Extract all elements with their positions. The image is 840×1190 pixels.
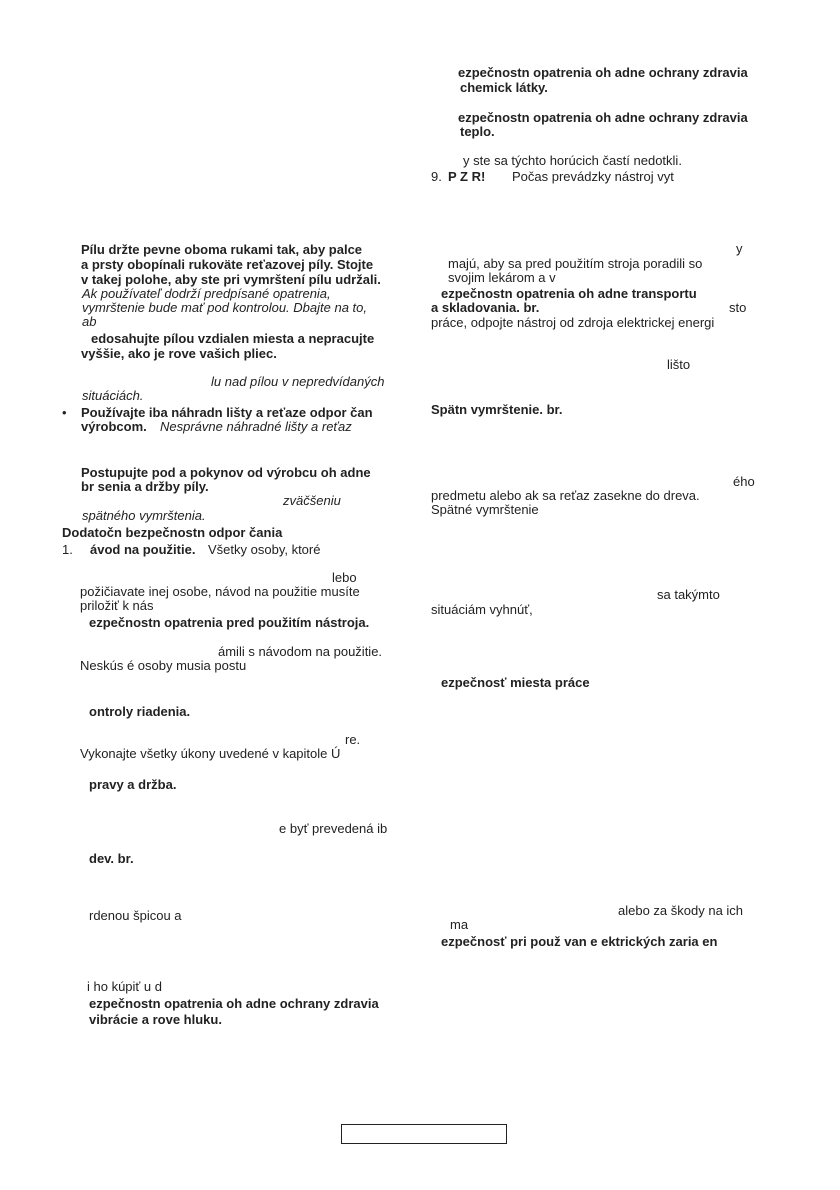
performed-only-fragment: e byť prevedená ib	[279, 821, 388, 836]
chemicals-heading-2: chemick látky.	[460, 80, 548, 95]
ma-fragment: ma	[450, 917, 469, 932]
doctor-line-1: majú, aby sa pred použitím stroja poradili so	[448, 256, 703, 271]
maintenance-heading: pravy a držba.	[89, 777, 177, 792]
kickback-heading: Spätn vymrštenie. br.	[431, 402, 563, 417]
damage-fragment: alebo za škody na ich	[618, 903, 744, 918]
lebo-fragment: lebo	[332, 570, 357, 585]
transport-heading-1: ezpečnostn opatrenia oh adne transportu	[441, 286, 697, 301]
hot-parts-fragment: y ste sa týchto horúcich častí nedotkli.	[463, 153, 682, 168]
familiar-fragment: ámili s návodom na použitie.	[218, 644, 383, 659]
hold-saw-line-3: v takej polohe, aby ste pri vymrštení pílu udržali.	[81, 272, 381, 287]
reach-line-1: edosahujte pílou vzdialen miesta a nepracujte	[91, 331, 375, 346]
kickback-text: Spätné vymrštenie	[431, 502, 539, 517]
perform-fragment: Vykonajte všetky úkony uvedené v kapitole Ú	[80, 746, 341, 761]
listo-fragment: lišto	[667, 357, 691, 372]
section-title: Dodatočn bezpečnostn odpor čania	[62, 525, 283, 540]
vibration-heading-1: ezpečnostn opatrenia oh adne ochrany zdravia	[89, 996, 379, 1011]
buy-fragment: i ho kúpiť u d	[87, 979, 162, 994]
unexpected-line-1: lu nad pílou v nepredvídaných	[211, 374, 385, 389]
controls-heading: ontroly riadenia.	[89, 704, 191, 719]
vibration-heading-2: vibrácie a rove hluku.	[89, 1012, 222, 1027]
disconnect-fragment: práce, odpojte nástroj od zdroja elektrickej energi	[431, 315, 715, 330]
sharpen-line-1: Postupujte pod a pokynov od výrobcu oh adne	[81, 465, 371, 480]
reach-line-2: vyššie, ako je rove vašich pliec.	[81, 346, 277, 361]
doctor-line-2: svojim lekárom a v	[448, 270, 556, 285]
inexperienced-fragment: Neskús é osoby musia postu	[80, 658, 247, 673]
y-fragment: y	[736, 241, 743, 256]
item-1-number: 1.	[62, 542, 73, 557]
sharpen-line-2: br senia a držby píly.	[81, 479, 209, 494]
object-fragment: predmetu alebo ak sa reťaz zasekne do dreva.	[431, 488, 700, 503]
re-fragment: re.	[345, 732, 361, 747]
hold-saw-italic-1: Ak používateľ dodrží predpísané opatrenia,	[82, 286, 331, 301]
item-9-number: 9.	[431, 169, 442, 184]
dev-heading: dev. br.	[89, 851, 134, 866]
item-1-text: Všetky osoby, ktoré	[208, 542, 321, 557]
transport-heading-2: a skladovania. br.	[431, 300, 540, 315]
replacement-bold-2: výrobcom.	[81, 419, 147, 434]
heat-heading-2: teplo.	[460, 124, 495, 139]
replacement-italic: Nesprávne náhradné lišty a reťaz	[160, 419, 352, 434]
replacement-bold: Používajte iba náhradn lišty a reťaze odpor čan	[81, 405, 373, 420]
hold-saw-italic-2: vymrštenie bude mať pod kontrolou. Dbajte na to,	[82, 300, 367, 315]
heat-heading-1: ezpečnostn opatrenia oh adne ochrany zdravia	[458, 110, 748, 125]
hold-saw-line-1: Pílu držte pevne oboma rukami tak, aby palce	[81, 242, 363, 257]
hold-saw-italic-3: ab	[82, 314, 97, 329]
before-use-heading: ezpečnostn opatrenia pred použitím nástroja.	[89, 615, 370, 630]
bullet: •	[62, 405, 67, 420]
hold-saw-line-2: a prsty obopínali rukoväte reťazovej píly. Stojte	[81, 257, 374, 272]
chemicals-heading-1: ezpečnostn opatrenia oh adne ochrany zdravia	[458, 65, 748, 80]
item-9-text: Počas prevádzky nástroj vyt	[512, 169, 674, 184]
sto-fragment: sto	[729, 300, 747, 315]
sa-takymto-fragment: sa takýmto	[657, 587, 720, 602]
item-9-bold: P Z R!	[448, 169, 486, 184]
item-1-bold: ávod na použitie.	[90, 542, 196, 557]
workplace-heading: ezpečnosť miesta práce	[441, 675, 590, 690]
sharpen-italic-2: spätného vymrštenia.	[82, 508, 206, 523]
electric-heading: ezpečnosť pri použ van e ektrických zaria en	[441, 934, 718, 949]
eho-fragment: ého	[733, 474, 755, 489]
lend-line-2: priložiť k nás	[80, 598, 154, 613]
page-number-box	[341, 1124, 507, 1144]
lend-line-1: požičiavate inej osobe, návod na použitie musíte	[80, 584, 360, 599]
sharpen-italic-1: zväčšeniu	[283, 493, 341, 508]
avoid-fragment: situáciám vyhnúť,	[431, 602, 533, 617]
tip-fragment: rdenou špicou a	[89, 908, 182, 923]
unexpected-line-2: situáciách.	[82, 388, 144, 403]
